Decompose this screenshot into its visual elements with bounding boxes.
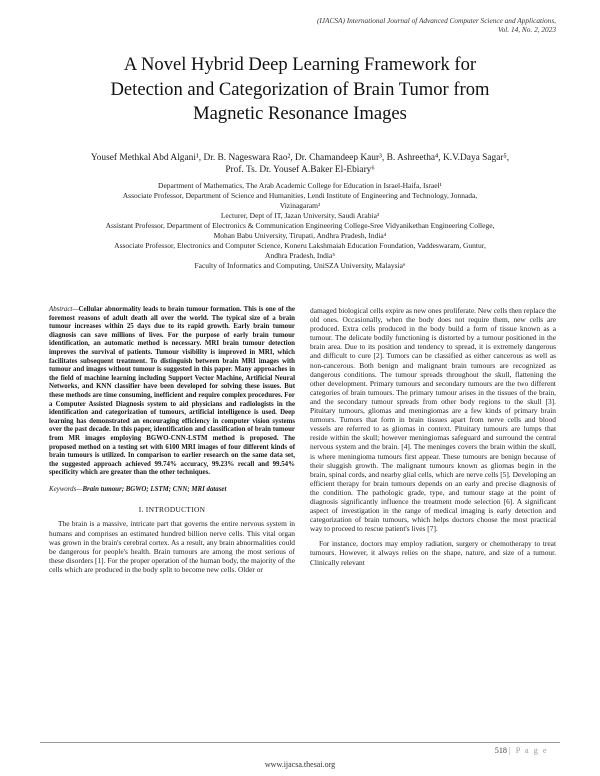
title-line-1: A Novel Hybrid Deep Learning Framework for — [123, 54, 477, 75]
affiliation-line: Associate Professor, Department of Science and Humanities, Lendi Institute of Engineering and Technology, Jonnada, — [122, 191, 478, 200]
affiliation-line: Vizinagaram² — [279, 201, 321, 210]
keywords — [49, 486, 295, 495]
affiliation-line: Associate Professor, Electronics and Computer Science, Koneru Lakshmaiah Education Foundation, Vaddeswaram, Guntur, — [114, 241, 486, 250]
intro-paragraph-1: The brain is a massive, intricate part that governs the entire nervous system in humans and comprises an estimated hundred billion nerve cells. This vital organ was grown in the brain's cerebral cortex. As a result, any brain abnormalities could be dangerous for people's health. Brain tumours are among the most serious of these disorders [1]. For the proper operation of the human body, the majority of the cells which are produced in the body split to become new cells. Older or — [49, 519, 295, 574]
journal-name: (IJACSA) International Journal of Advanced Computer Science and Applications, — [316, 16, 556, 25]
authors-line-1: Yousef Methkal Abd Algani¹, Dr. B. Nageswara Rao², Dr. Chamandeep Kaur³, B. Ashreetha⁴, K.V.Daya Sagar⁵, — [90, 153, 510, 163]
affiliations — [44, 181, 556, 271]
keywords-text: Brain tumour; BGWO; LSTM; CNN; MRI dataset — [82, 485, 227, 493]
affiliation-line: Faculty of Informatics and Computing, UniSZA University, Malaysia⁶ — [194, 261, 406, 270]
journal-volume: Vol. 14, No. 2, 2023 — [498, 25, 556, 35]
abstract-text: Cellular abnormality leads to brain tumour formation. This is one of the foremost reasons of adult death all over the world. The typical size of a brain tumour increases within 25 days due to its rapid growth. Early brain tumour diagnosis can save millions of lives. For the purpose of early brain tumour identification, an automatic method is necessary. MRI brain tumour detection improves the survival of patients. Tumour visibility is improved in MRI, which facilitates subsequent treatment. To distinguish between brain MRI images with tumour and images without tumour is suggested in this paper. Many approaches in the field of machine learning including Support Vector Machine, Artificial Neural Networks, and KNN classifier have been developed for solving these issues. But these methods are time consuming, inefficient and require complex procedures. For a Computer Assisted Diagnosis system to aid physicians and radiologists in the identification and categorization of tumours, artificial intelligence is used. Deep learning has demonstrated an encouraging efficiency in computer vision systems over the past decade. In this paper, identification and classification of brain tumour from MR images employing BGWO-CNN-LSTM method is proposed. The proposed method on a testing set with 6100 MRI images of four different kinds of brain tumours is utilized. In comparison to earlier research on the same data set, the suggested approach achieved 99.74% accuracy, 99.23% recall and 99.54% specificity which are greater than the other techniques. — [49, 306, 295, 477]
footer-divider — [40, 742, 560, 743]
section-heading-introduction: I. INTRODUCTION — [138, 505, 206, 515]
journal-header — [196, 16, 556, 34]
title-line-3: Magnetic Resonance Images — [193, 103, 407, 124]
page-label: | P a g e — [509, 746, 548, 755]
authors-line-2: Prof. Ts. Dr. Yousef A.Baker El-Ebiary⁶ — [225, 165, 375, 176]
abstract-label: Abstract— — [49, 306, 79, 313]
intro-paragraph-2: For instance, doctors may employ radiation, surgery or chemotherapy to treat tumours. However, it always relies on the shape, nature, and size of a tumour. Clinically relevant — [310, 539, 556, 567]
paper-title — [40, 53, 560, 127]
abstract — [49, 306, 295, 478]
affiliation-line: Lecturer, Dept of IT, Jazan University, Saudi Arabia³ — [220, 211, 380, 220]
keywords-label: Keywords— — [49, 485, 83, 493]
journal-website: www.ijacsa.thesai.org — [264, 760, 336, 769]
page-number — [495, 746, 548, 755]
author-list — [60, 152, 540, 176]
right-column — [310, 306, 556, 567]
title-line-2: Detection and Categorization of Brain Tumor from — [110, 78, 490, 100]
left-column — [49, 306, 295, 574]
affiliation-line: Mohan Babu University, Tirupati, Andhra Pradesh, India⁴ — [213, 231, 387, 240]
intro-paragraph-continued: damaged biological cells expire as new ones proliferate. New cells then replace the old ones. Occasionally, when the body does not require them, new cells are produced. Extra cells produced in the body build a form of tissue known as a tumour. The delicate bodily functioning is distorted by a tumour positioned in the brain area. Due to its position and tendency to spread, it is extremely dangerous and difficult to cure [2]. Tumors can be classified as either cancerous as well as non-cancerous. Both benign and malignant brain tumours are recognized as dangerous conditions. The tumour spreads throughout the skull, flattening the other development. Primary tumours and secondary tumours are the two different categories of brain tumours. The primary tumour arises in the tissues of the brain, and the secondary tumour spreads from other body regions to the skull [3]. Pituitary tumours, gliomas and meningiomas are a few kinds of primary brain tumours. Tumors that form in brain tissues apart from nerve cells and blood vessels are referred to as gliomas in context. Pituitary tumours are lumps that reside within the skull; however meningiomas safeguard and surround the central nervous system and the brain. [4]. The meninges covers the brain within the skull, is where meningioma tumours first appear. These tumours are benign because of their sluggish growth. The malignant tumours known as gliomas begin in the brain, spinal cords, and nearby glial cells, which are nerve cells [5]. Developing an efficient therapy for brain tumours depends on an early and precise diagnosis of the condition. The pathologic grade, type, and tumour stage at the point of diagnosis significantly influence the treatment mode selection [6]. A significant aspect of investigation in the range of medical imaging is early detection and categorization of brain tumours, which helps doctors choose the most practical way to proceed to rescue patient's lives [7]. — [310, 306, 556, 534]
page-number-value: 518 — [494, 746, 507, 755]
affiliation-line: Assistant Professor, Department of Electronics & Communication Engineering College-Sree Vidyanikethan Engineering College, — [105, 221, 495, 230]
affiliation-line: Department of Mathematics, The Arab Academic College for Education in Israel-Haifa, Israel¹ — [158, 181, 442, 190]
affiliation-line: Andhra Pradesh, India⁵ — [265, 251, 335, 260]
